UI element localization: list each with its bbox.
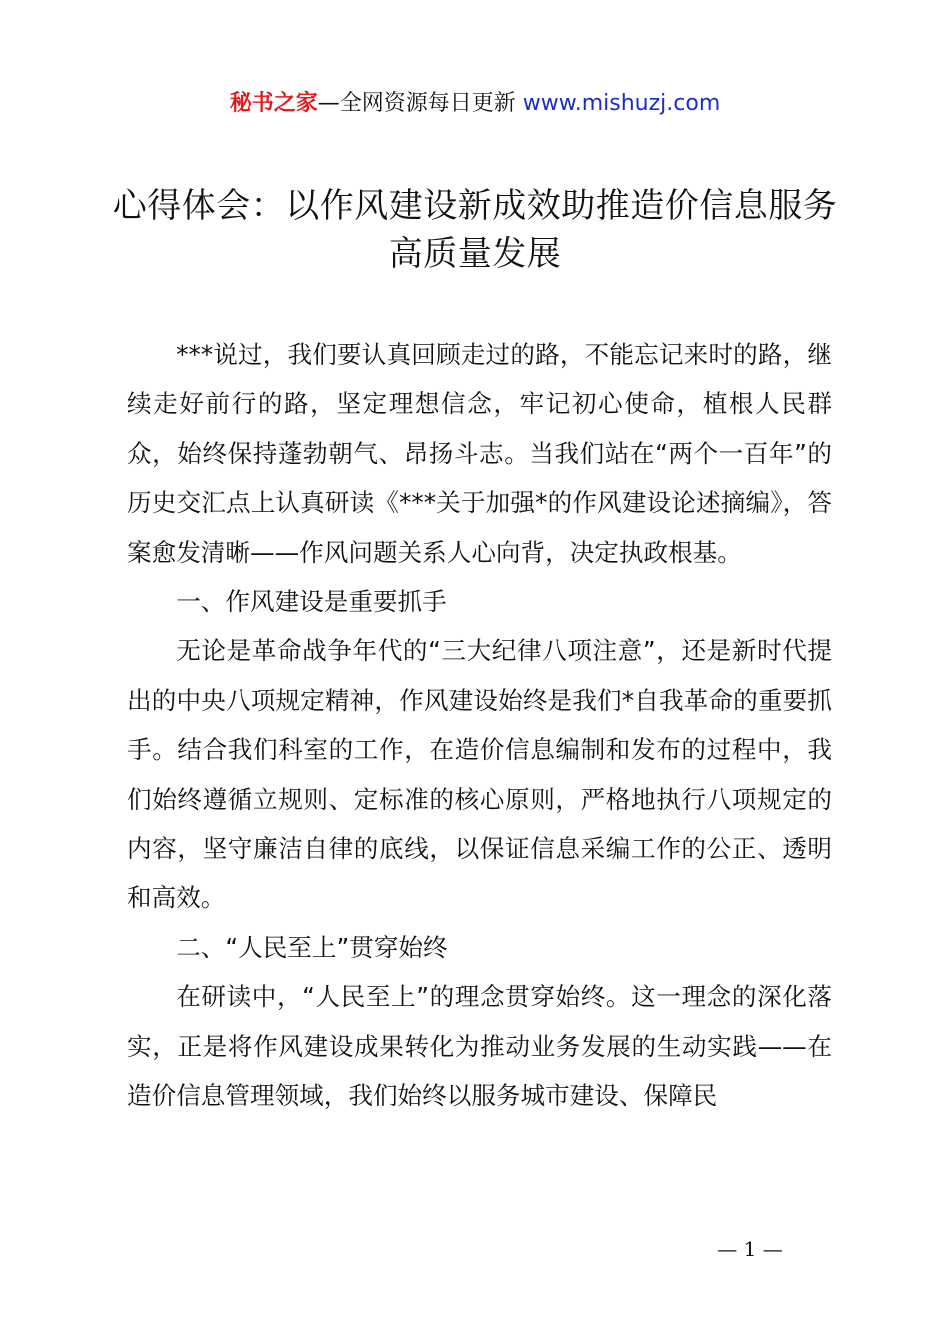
- site-url-link[interactable]: www.mishuzj.com: [522, 91, 721, 116]
- intro-paragraph: ***说过，我们要认真回顾走过的路，不能忘记来时的路，继续走好前行的路，坚定理想信念，牢记初心使命，植根人民群众，始终保持蓬勃朝气、昂扬斗志。当我们站在“两个一百年”的历史交汇点上认真研读《***关于加强*的作风建设论述摘编》，答案愈发清晰——作风问题关系人心向背，决定执政根基。: [127, 340, 832, 567]
- page-number: — 1 —: [717, 1237, 783, 1261]
- section-2-paragraph: 在研读中，“人民至上”的理念贯穿始终。这一理念的深化落实，正是将作风建设成果转化为推动业务发展的生动实践——在造价信息管理领域，我们始终以服务城市建设、保障民: [127, 982, 832, 1111]
- section-heading-2: 二、“人民至上”贯穿始终: [176, 932, 448, 962]
- document-title: 心得体会：以作风建设新成效助推造价信息服务高质量发展: [112, 186, 838, 274]
- section-1-paragraph: 无论是革命战争年代的“三大纪律八项注意”，还是新时代提出的中央八项规定精神，作风建设始终是我们*自我革命的重要抓手。结合我们科室的工作，在造价信息编制和发布的过程中，我们始终遵循立规则、定标准的核心原则，严格地执行八项规定的内容，坚守廉洁自律的底线，以保证信息采编工作的公正、透明和高效。: [127, 636, 832, 913]
- section-heading-1: 一、作风建设是重要抓手: [176, 587, 447, 617]
- brand-name: 秘书之家: [229, 91, 318, 116]
- document-body: [127, 330, 832, 1121]
- site-header: [0, 86, 950, 122]
- header-slogan: —全网资源每日更新: [317, 91, 523, 116]
